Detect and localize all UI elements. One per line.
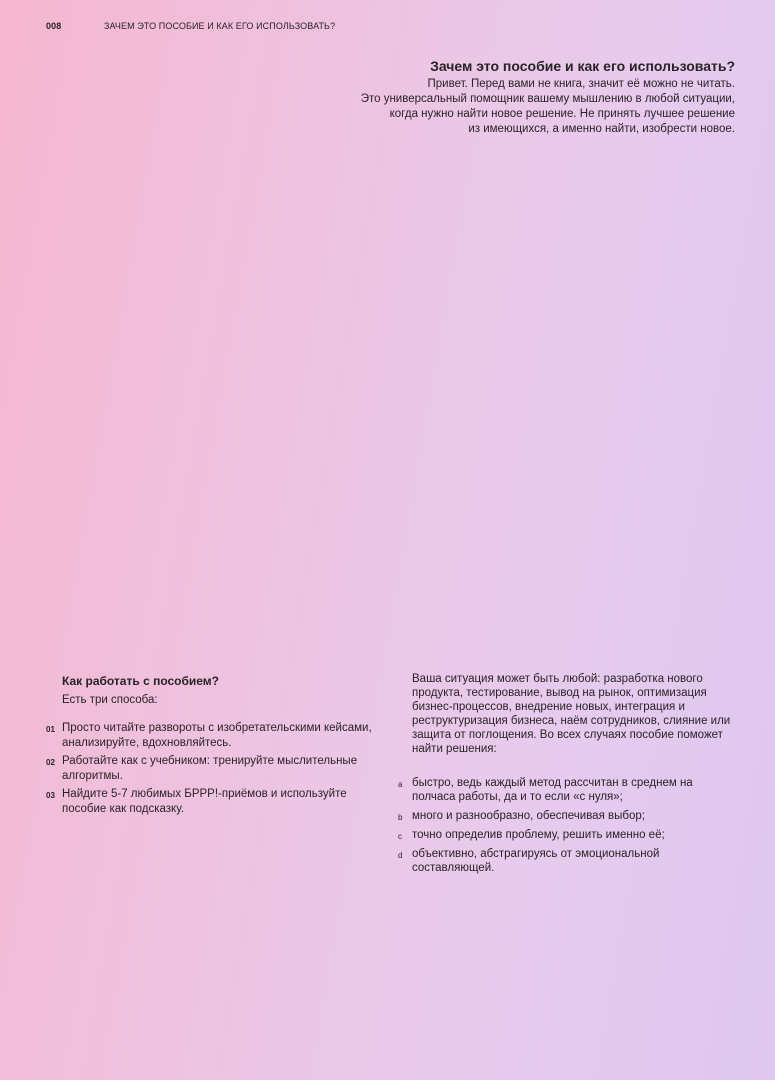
list-item-text: Работайте как с учебником: тренируйте мыслительные алгоритмы.	[62, 755, 358, 782]
situation-paragraph: Ваша ситуация может быть любой: разработка нового продукта, тестирование, вывод на рынок, оптимизация бизнес-процессов, внедрение новых, интеграция и реструктуризация бизнеса, наём сотрудников, слияние или защита от поглощения. Во всех случаях пособие поможет найти решения:	[412, 673, 731, 755]
page-number: 008	[46, 21, 62, 31]
list-item	[398, 809, 738, 823]
how-to-section	[46, 674, 386, 820]
intro-section	[275, 58, 735, 137]
list-marker: d	[398, 851, 403, 860]
list-item-text: точно определив проблему, решить именно её;	[412, 829, 665, 841]
list-marker: c	[398, 832, 402, 841]
list-marker: a	[398, 780, 403, 789]
list-item	[46, 754, 386, 783]
benefits-list	[398, 776, 738, 875]
intro-line: из имеющихся, а именно найти, изобрести новое.	[468, 123, 735, 135]
list-item	[46, 787, 386, 816]
list-marker: b	[398, 813, 403, 822]
list-item-text: Просто читайте развороты с изобретательскими кейсами, анализируйте, вдохновляйтесь.	[62, 722, 372, 749]
intro-line: Привет. Перед вами не книга, значит её можно не читать.	[427, 78, 735, 90]
list-item-text: объективно, абстрагируясь от эмоциональной составляющей.	[412, 848, 660, 874]
intro-heading: Зачем это пособие и как его использовать?	[430, 58, 735, 74]
list-item	[398, 847, 738, 875]
list-marker: 02	[46, 758, 55, 767]
running-title: ЗАЧЕМ ЭТО ПОСОБИЕ И КАК ЕГО ИСПОЛЬЗОВАТЬ?	[104, 21, 336, 31]
page-header	[46, 21, 336, 31]
list-item	[46, 721, 386, 750]
intro-line: Это универсальный помощник вашему мышлению в любой ситуации,	[360, 93, 735, 105]
list-item	[398, 828, 738, 842]
list-item-text: быстро, ведь каждый метод рассчитан в среднем на полчаса работы, да и то если «с нуля»;	[412, 777, 693, 803]
situation-section	[398, 672, 738, 880]
how-to-heading: Как работать с пособием?	[62, 674, 220, 688]
list-item-text: Найдите 5-7 любимых БРРР!-приёмов и используйте пособие как подсказку.	[62, 788, 347, 815]
list-item-text: много и разнообразно, обеспечивая выбор;	[412, 810, 645, 822]
list-marker: 01	[46, 725, 55, 734]
list-marker: 03	[46, 791, 55, 800]
list-item	[398, 776, 738, 804]
how-to-lead: Есть три способа:	[62, 693, 158, 706]
intro-line: когда нужно найти новое решение. Не принять лучшее решение	[389, 108, 735, 120]
ways-list	[46, 721, 386, 816]
